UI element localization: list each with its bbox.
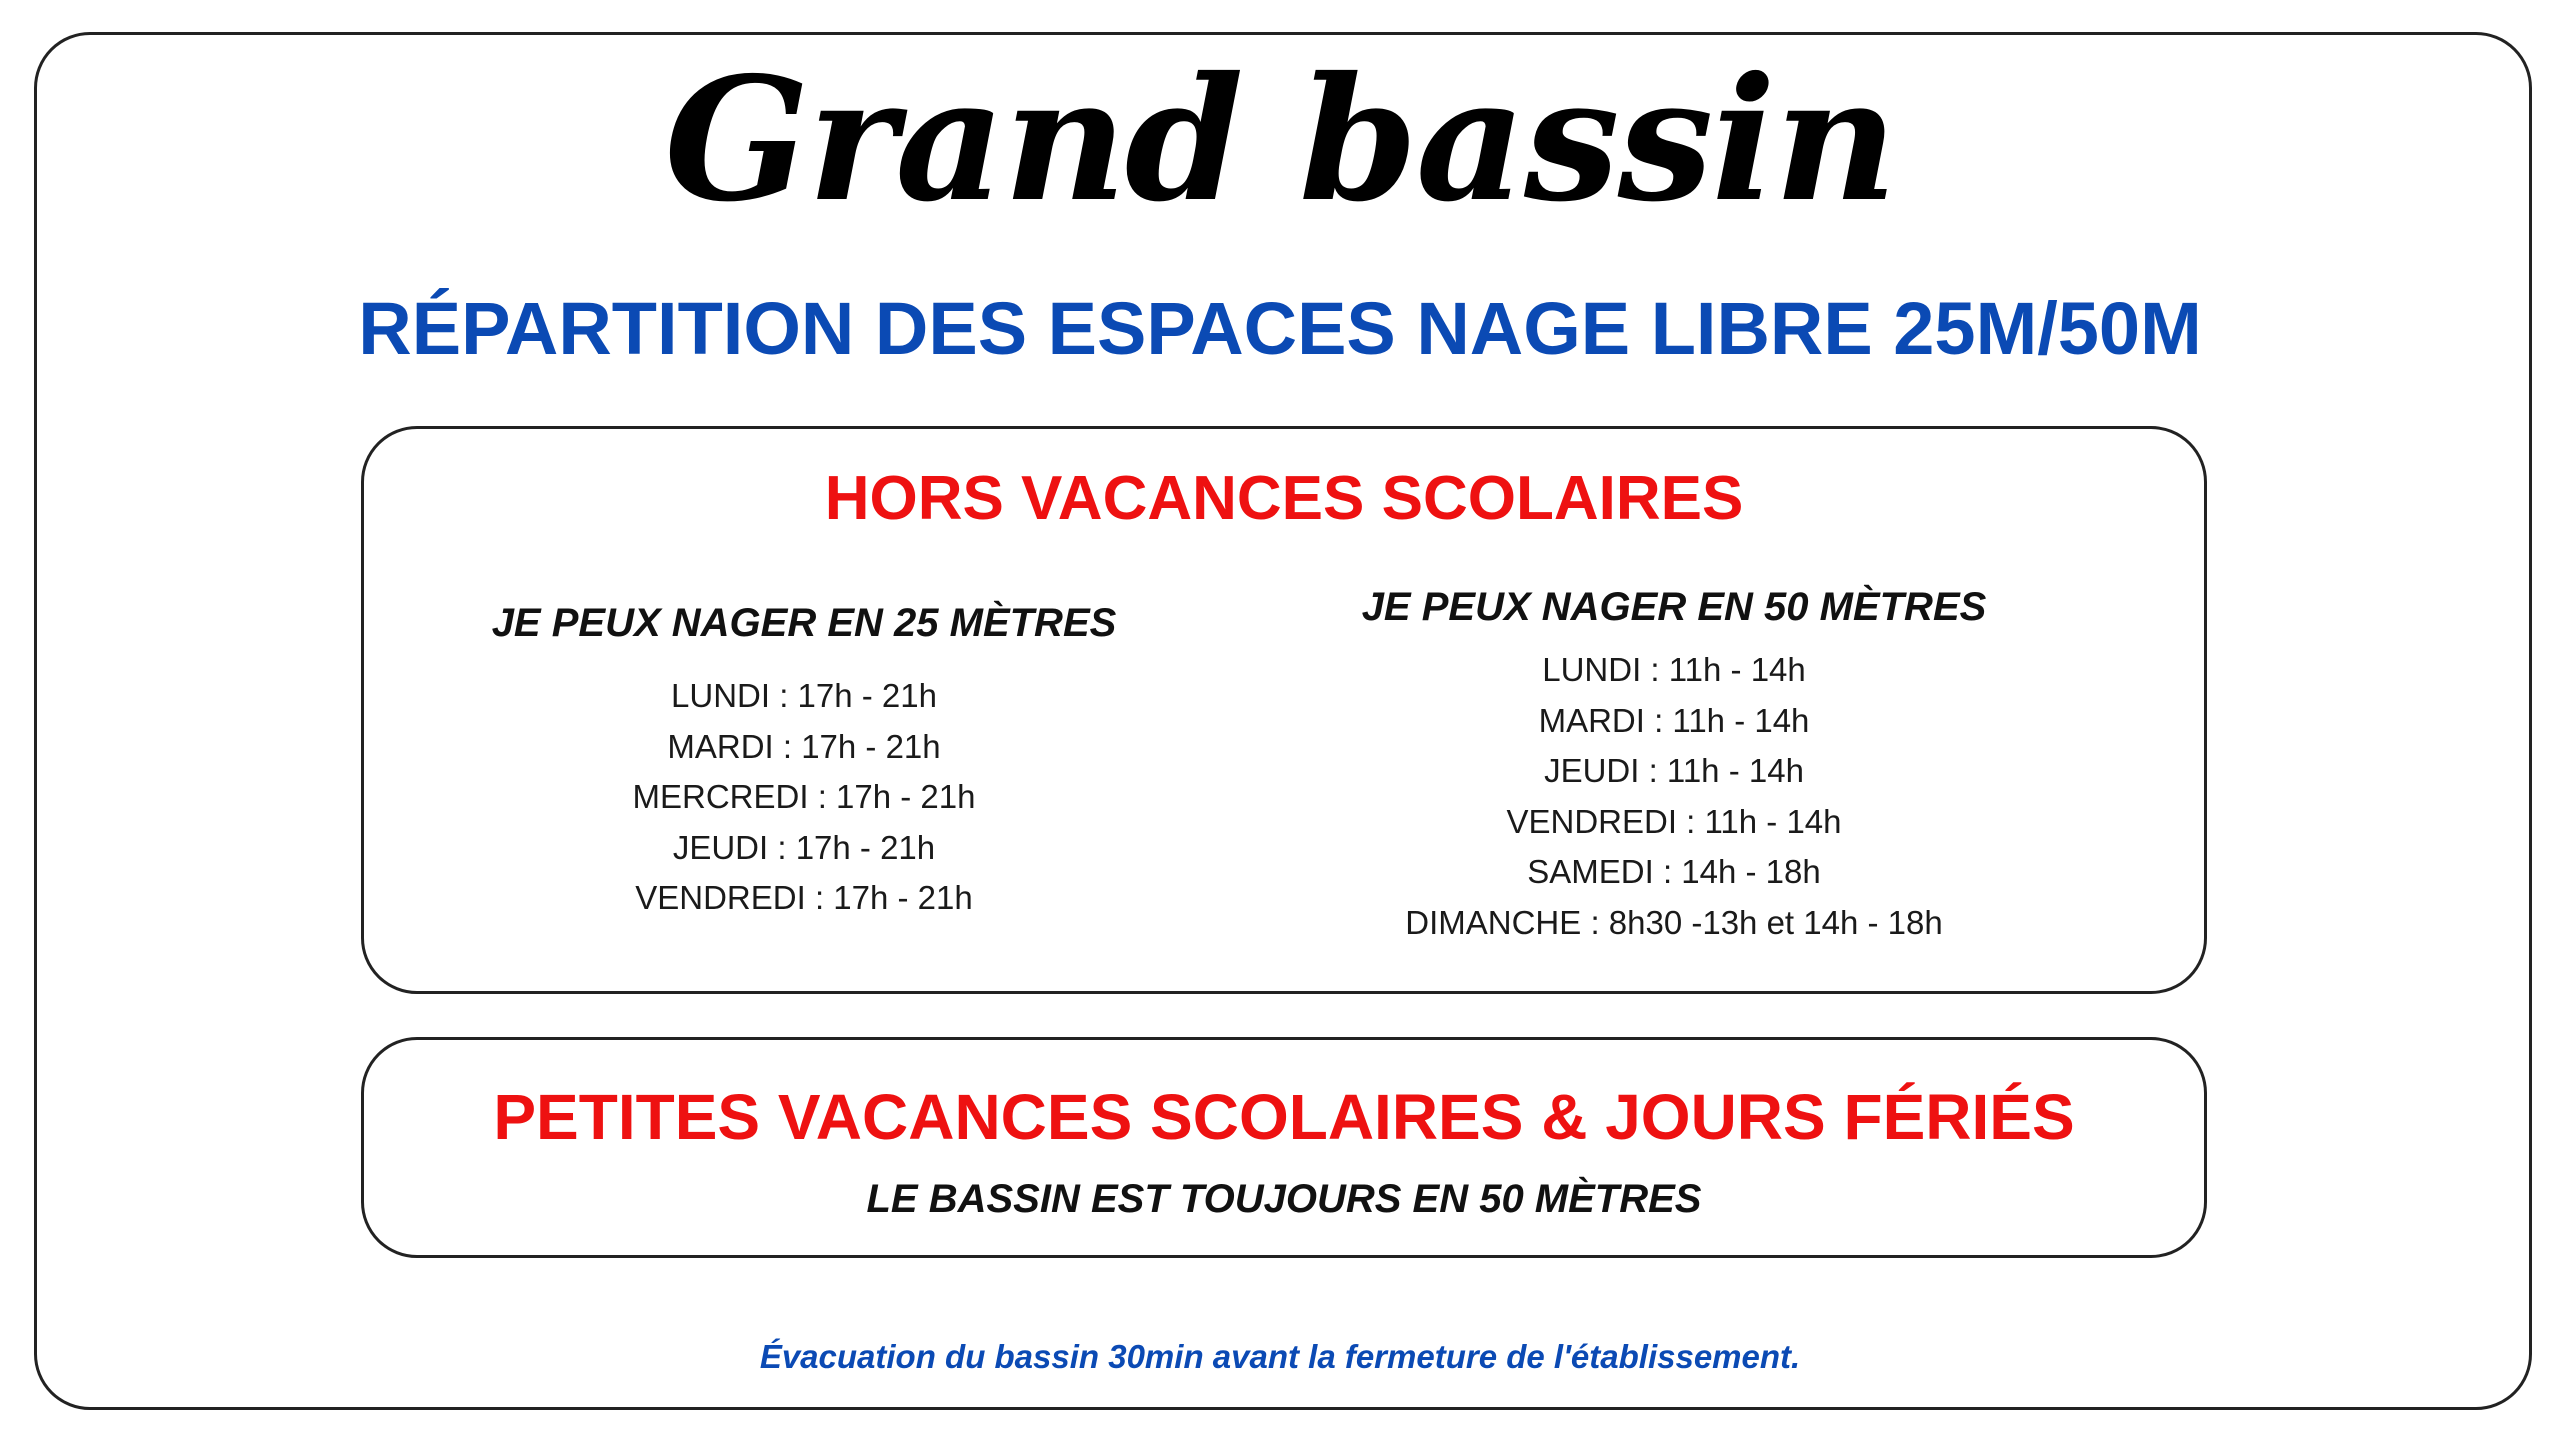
page-title: Grand bassin xyxy=(664,40,1896,240)
schedule-item: LUNDI : 17h - 21h xyxy=(671,677,937,714)
page-subtitle: RÉPARTITION DES ESPACES NAGE LIBRE 25M/50M xyxy=(358,287,2202,370)
schedule-item: DIMANCHE : 8h30 -13h et 14h - 18h xyxy=(1405,903,1943,941)
schedule-25m-heading: JE PEUX NAGER EN 25 MÈTRES xyxy=(491,601,1117,645)
petites-vacances-panel xyxy=(361,1037,2207,1258)
schedule-item: VENDREDI : 17h - 21h xyxy=(635,879,973,916)
schedule-item: MARDI : 11h - 14h xyxy=(1538,701,1810,739)
schedule-item: JEUDI : 11h - 14h xyxy=(1544,752,1804,789)
schedule-50m-column xyxy=(1284,579,2064,948)
hors-vacances-panel xyxy=(361,426,2207,994)
footer-note: Évacuation du bassin 30min avant la fermeture de l'établissement. xyxy=(759,1338,1801,1375)
schedule-50m-heading: JE PEUX NAGER EN 50 MÈTRES xyxy=(1361,585,1987,629)
schedule-item: VENDREDI : 11h - 14h xyxy=(1506,802,1842,840)
schedule-25m-list xyxy=(484,671,1124,924)
schedule-50m-list xyxy=(1284,645,2064,948)
schedule-25m-column xyxy=(484,595,1124,924)
schedule-item: LUNDI : 11h - 14h xyxy=(1542,651,1806,688)
petites-vacances-heading: PETITES VACANCES SCOLAIRES & JOURS FÉRIÉS xyxy=(493,1081,2075,1153)
schedule-item: JEUDI : 17h - 21h xyxy=(672,828,936,866)
hors-vacances-heading: HORS VACANCES SCOLAIRES xyxy=(824,464,1744,533)
petites-vacances-note: LE BASSIN EST TOUJOURS EN 50 MÈTRES xyxy=(866,1177,1702,1221)
schedule-item: SAMEDI : 14h - 18h xyxy=(1527,853,1821,890)
schedule-item: MARDI : 17h - 21h xyxy=(667,727,941,765)
schedule-item: MERCREDI : 17h - 21h xyxy=(632,778,976,815)
